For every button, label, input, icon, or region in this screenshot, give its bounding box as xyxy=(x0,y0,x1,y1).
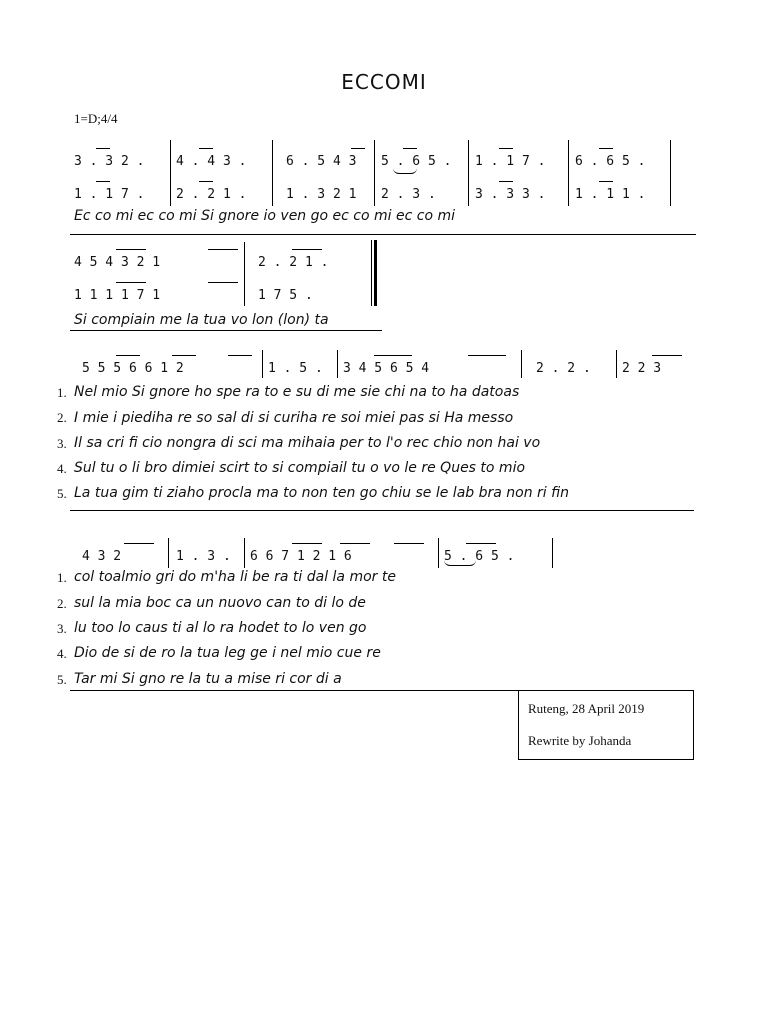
barline xyxy=(438,538,439,568)
s1-melody-bar-1: 3 . 3 2 . xyxy=(74,154,145,169)
s1-harmony-bar-1: 1 . 1 7 . xyxy=(74,187,145,202)
beam-line xyxy=(208,249,238,250)
s1-melody-bar-4: 5 . 6 5 . xyxy=(381,154,452,169)
s3-verse-1: Nel mio Si gnore ho spe ra to e su di me sie chi na to ha datoas xyxy=(74,384,520,400)
s2-lyrics: Si compiain me la tua vo lon (lon) ta xyxy=(74,312,329,328)
barline xyxy=(616,350,617,378)
beam-line xyxy=(468,355,506,356)
s1-harmony-bar-3: 1 . 3 2 1 xyxy=(286,187,357,202)
barline xyxy=(552,538,553,568)
s3-verse-5: La tua gim ti ziaho procla ma to non ten go chiu se le lab bra non ri fin xyxy=(74,485,570,501)
lyric-rule xyxy=(70,330,382,331)
lyric-rule xyxy=(70,690,554,691)
beam-line xyxy=(599,148,613,149)
beam-line xyxy=(652,355,682,356)
beam-line xyxy=(116,249,146,250)
barline xyxy=(168,538,169,568)
s4-notes-bar-4: 5 . 6 5 . xyxy=(444,549,515,564)
key-signature: 1=D;4/4 xyxy=(74,111,118,126)
verse-number: 5. xyxy=(57,486,67,501)
barline xyxy=(244,538,245,568)
beam-line xyxy=(599,181,613,182)
s1-melody-bar-2: 4 . 4 3 . xyxy=(176,154,247,169)
s3-verse-3: Il sa cri fi cio nongra di sci ma mihaia per to l'o rec chio non hai vo xyxy=(74,435,541,451)
barline xyxy=(521,350,522,378)
lyric-rule xyxy=(70,234,696,235)
beam-line xyxy=(96,181,110,182)
beam-line xyxy=(172,355,196,356)
s4-notes-bar-1: 4 3 2 xyxy=(82,549,122,564)
beam-line xyxy=(292,543,322,544)
beam-line xyxy=(340,543,370,544)
s4-verse-1: col toalmio gri do m'ha li be ra ti dal la mor te xyxy=(74,569,396,585)
s3-notes-bar-3: 3 4 5 6 5 4 xyxy=(343,361,430,376)
beam-line xyxy=(228,355,252,356)
s1-melody-bar-3: 6 . 5 4 3 xyxy=(286,154,357,169)
beam-line xyxy=(96,148,110,149)
beam-line xyxy=(394,543,424,544)
s3-notes-bar-1: 5 5 5 6 6 1 2 xyxy=(82,361,184,376)
beam-line xyxy=(124,543,154,544)
s4-notes-bar-2: 1 . 3 . xyxy=(176,549,231,564)
s4-notes-bar-3: 6 6 7 1 2 1 6 xyxy=(250,549,352,564)
s1-melody-bar-6: 6 . 6 5 . xyxy=(575,154,646,169)
s1-melody-bar-5: 1 . 1 7 . xyxy=(475,154,546,169)
s4-verse-3: lu too lo caus ti al lo ra hodet to lo ven go xyxy=(74,620,367,636)
barline xyxy=(468,140,469,206)
s2-harmony-bar-1: 1 1 1 1 7 1 xyxy=(74,288,161,303)
verse-number: 5. xyxy=(57,672,67,687)
beam-line xyxy=(116,355,140,356)
s1-harmony-bar-5: 3 . 3 3 . xyxy=(475,187,546,202)
s2-harmony-bar-2: 1 7 5 . xyxy=(258,288,313,303)
place-date: Ruteng, 28 April 2019 xyxy=(528,701,645,716)
s3-notes-bar-5: 2 2 3 xyxy=(622,361,662,376)
song-title: ECCOMI xyxy=(341,70,427,94)
s1-lyrics: Ec co mi ec co mi Si gnore io ven go ec co mi ec co mi xyxy=(74,208,455,224)
barline xyxy=(262,350,263,378)
beam-line xyxy=(116,282,146,283)
beam-line xyxy=(351,148,365,149)
final-barline-thin xyxy=(371,240,372,306)
s4-verse-4: Dio de si de ro la tua leg ge i nel mio cue re xyxy=(74,645,381,661)
s3-verse-2: I mie i piediha re so sal di si curiha re soi miei pas si Ha messo xyxy=(74,410,514,426)
barline xyxy=(374,140,375,206)
final-barline-thick xyxy=(374,240,377,306)
verse-number: 3. xyxy=(57,621,67,636)
beam-line xyxy=(199,148,213,149)
beam-line xyxy=(466,543,496,544)
beam-line xyxy=(199,181,213,182)
s4-verse-2: sul la mia boc ca un nuovo can to di lo de xyxy=(74,595,366,611)
s3-notes-bar-4: 2 . 2 . xyxy=(536,361,591,376)
s2-melody-bar-2: 2 . 2 1 . xyxy=(258,255,329,270)
verse-number: 1. xyxy=(57,570,67,585)
beam-line xyxy=(403,148,417,149)
barline xyxy=(568,140,569,206)
s1-harmony-bar-2: 2 . 2 1 . xyxy=(176,187,247,202)
beam-line xyxy=(499,148,513,149)
slur-mark xyxy=(444,560,476,566)
barline xyxy=(272,140,273,206)
s3-verse-4: Sul tu o li bro dimiei scirt to si compiail tu o vo le re Ques to mio xyxy=(74,460,526,476)
verse-number: 3. xyxy=(57,436,67,451)
barline xyxy=(670,140,671,206)
slur-mark xyxy=(393,168,417,174)
beam-line xyxy=(499,181,513,182)
beam-line xyxy=(208,282,238,283)
s4-verse-5: Tar mi Si gno re la tu a mise ri cor di a xyxy=(74,671,342,687)
barline xyxy=(170,140,171,206)
verse-number: 1. xyxy=(57,385,67,400)
verse-number: 2. xyxy=(57,410,67,425)
verse-number: 4. xyxy=(57,461,67,476)
s2-melody-bar-1: 4 5 4 3 2 1 xyxy=(74,255,161,270)
signature-box xyxy=(518,690,694,760)
s3-notes-bar-2: 1 . 5 . xyxy=(268,361,323,376)
barline xyxy=(337,350,338,378)
s1-harmony-bar-4: 2 . 3 . xyxy=(381,187,436,202)
lyric-rule xyxy=(70,510,694,511)
beam-line xyxy=(292,249,322,250)
rewrite-credit: Rewrite by Johanda xyxy=(528,733,632,748)
beam-line xyxy=(374,355,412,356)
verse-number: 2. xyxy=(57,596,67,611)
barline xyxy=(244,242,245,306)
verse-number: 4. xyxy=(57,646,67,661)
s1-harmony-bar-6: 1 . 1 1 . xyxy=(575,187,646,202)
